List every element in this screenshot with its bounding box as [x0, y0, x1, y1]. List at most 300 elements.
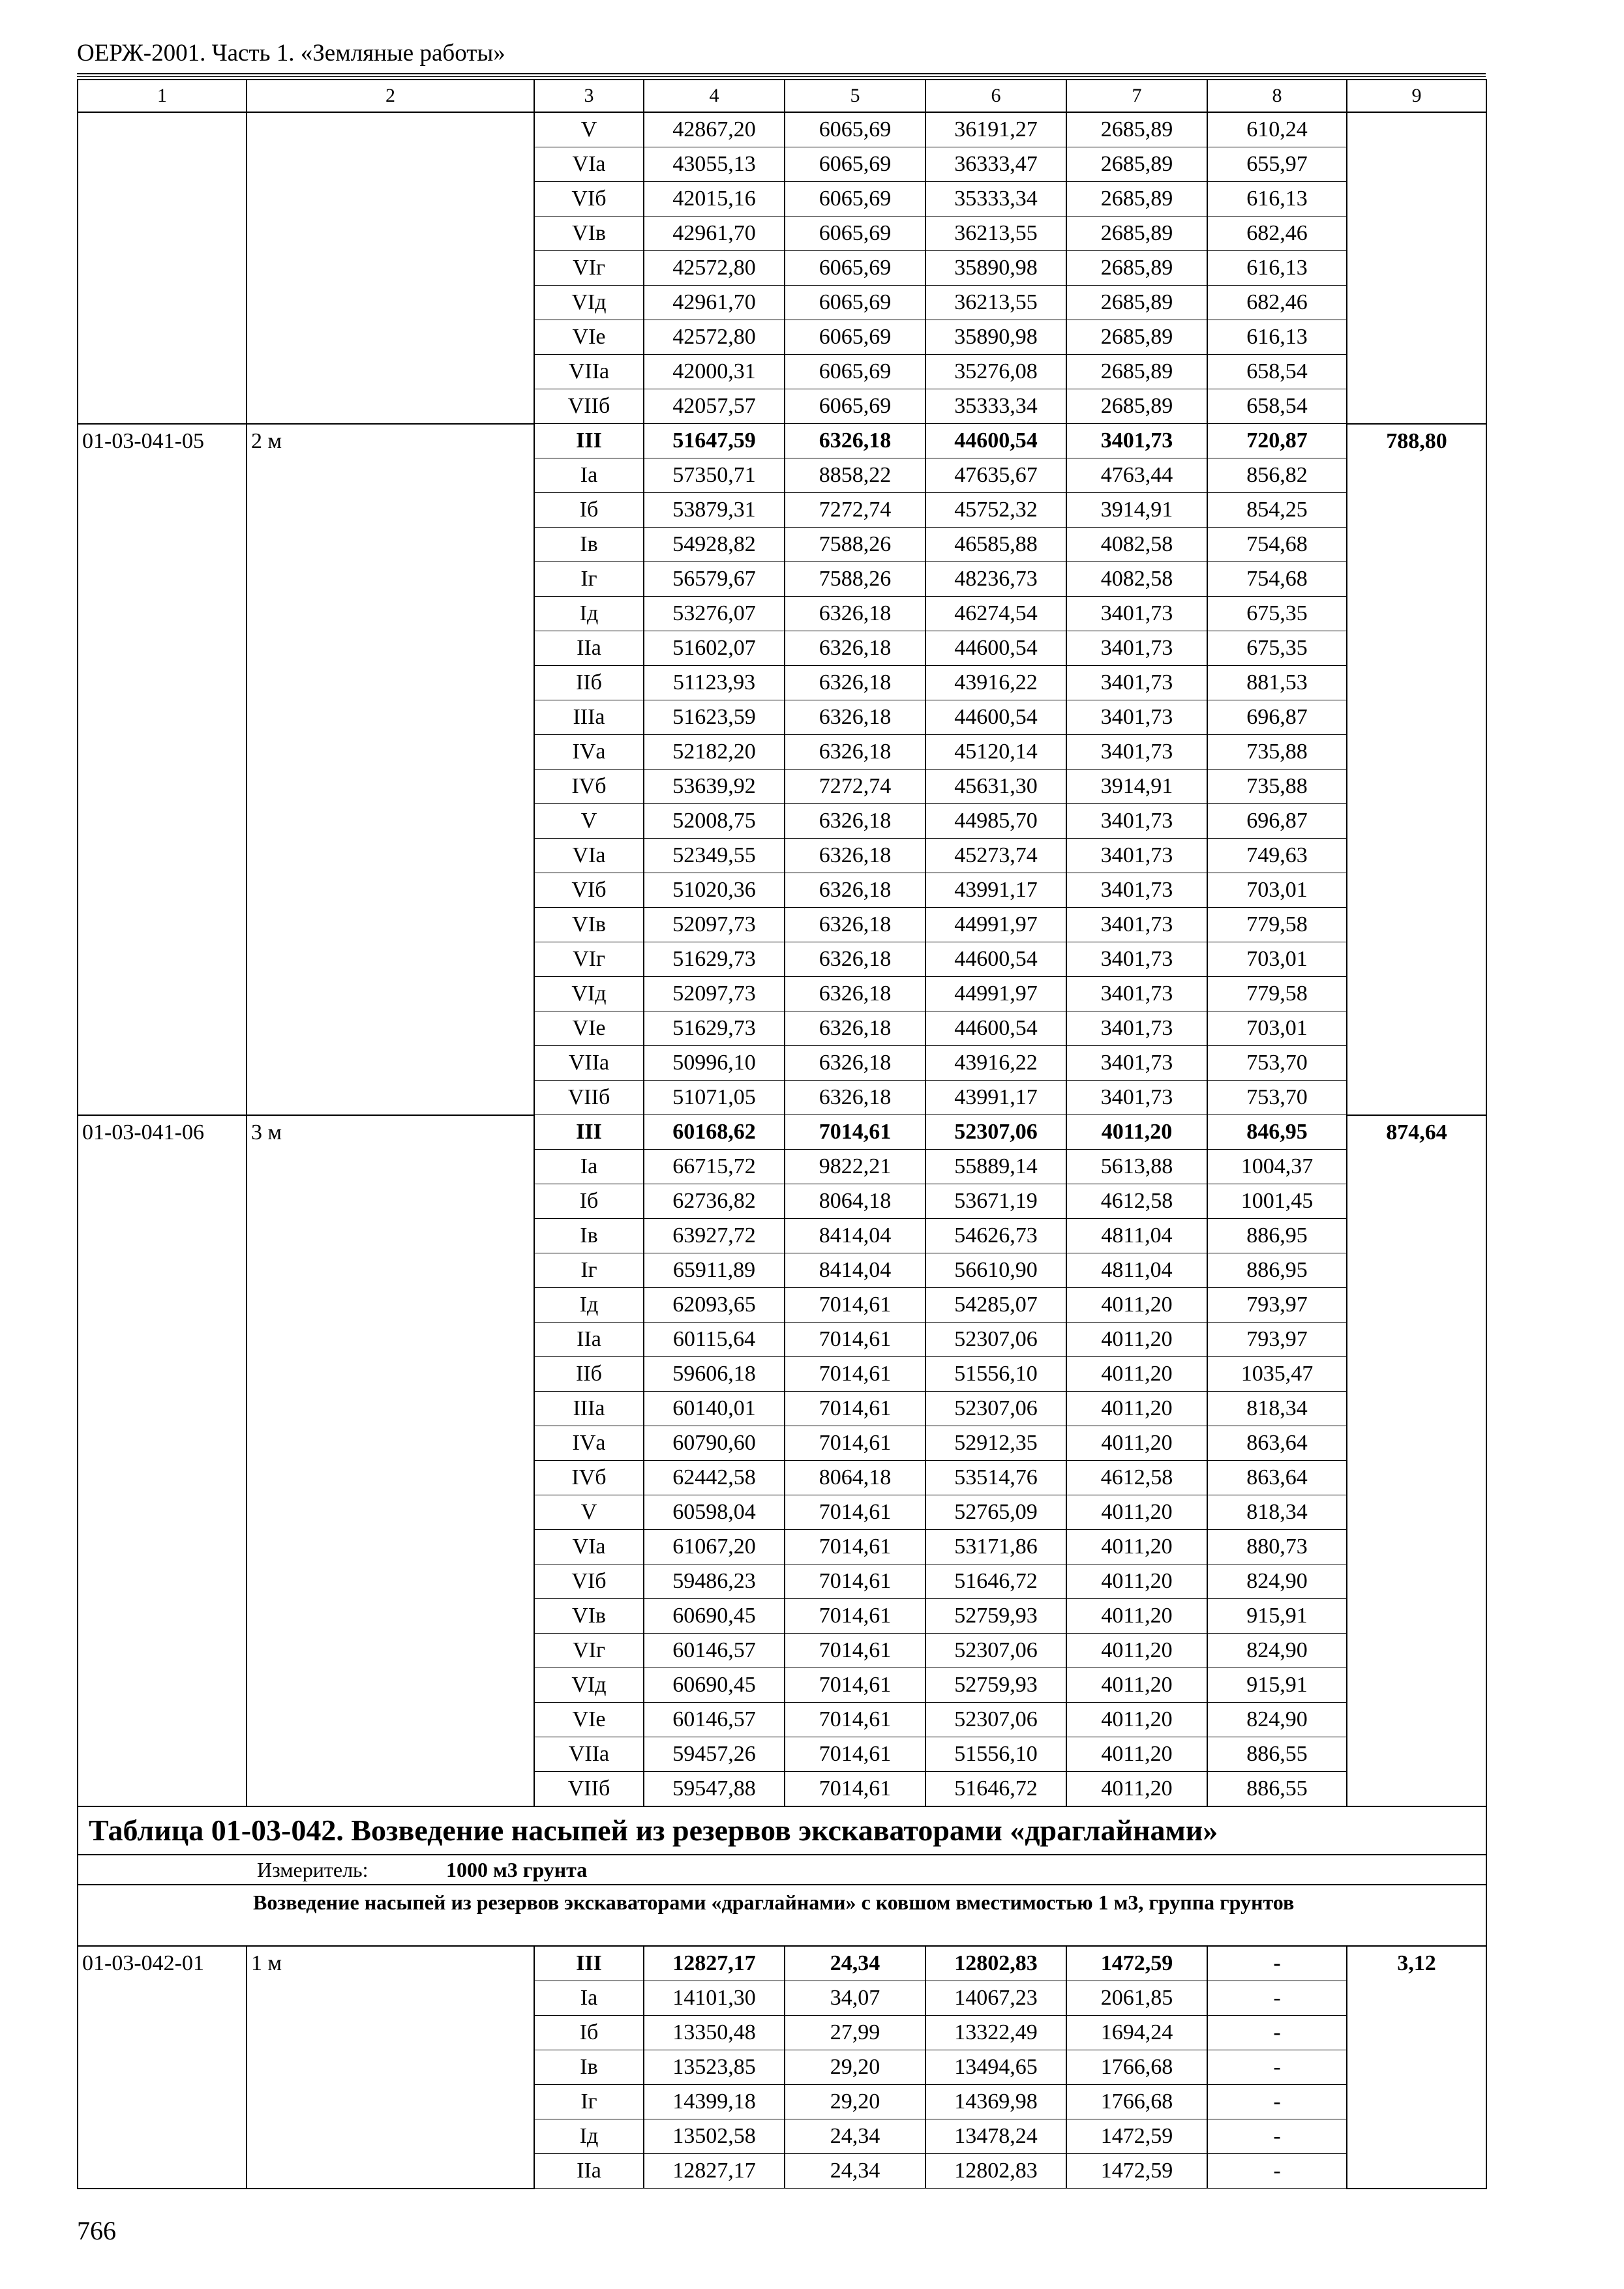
price-cell: 60690,45	[644, 1668, 785, 1703]
price-cell: 856,82	[1207, 458, 1347, 493]
price-cell: 6326,18	[785, 1011, 925, 1046]
price-cell: 886,95	[1207, 1253, 1347, 1288]
price-cell: 43991,17	[925, 873, 1066, 908]
price-cell: 2685,89	[1066, 389, 1207, 424]
soil-group-cell: VIб	[534, 873, 644, 908]
price-cell: 703,01	[1207, 942, 1347, 977]
price-cell: 60146,57	[644, 1634, 785, 1668]
price-cell: -	[1207, 2154, 1347, 2189]
soil-group-cell: Iг	[534, 562, 644, 597]
price-cell: 7014,61	[785, 1426, 925, 1461]
price-cell: 7014,61	[785, 1737, 925, 1772]
price-cell: 14399,18	[644, 2085, 785, 2119]
price-cell: 52765,09	[925, 1495, 1066, 1530]
price-cell: 55889,14	[925, 1150, 1066, 1184]
price-cell: 66715,72	[644, 1150, 785, 1184]
price-cell: 6326,18	[785, 597, 925, 631]
soil-group-cell: IVа	[534, 1426, 644, 1461]
column-number: 2	[247, 80, 534, 112]
price-cell: 616,13	[1207, 251, 1347, 286]
price-cell: 3401,73	[1066, 839, 1207, 873]
price-cell: 2685,89	[1066, 320, 1207, 355]
price-cell: 886,95	[1207, 1219, 1347, 1253]
price-cell: 2685,89	[1066, 112, 1207, 147]
price-cell: 7014,61	[785, 1357, 925, 1392]
price-cell: 44600,54	[925, 424, 1066, 458]
price-cell: 62442,58	[644, 1461, 785, 1495]
soil-group-cell: VIв	[534, 908, 644, 942]
soil-group-cell: VIд	[534, 977, 644, 1011]
price-cell: 3401,73	[1066, 666, 1207, 700]
price-cell: 2685,89	[1066, 147, 1207, 182]
price-cell: 24,34	[785, 1946, 925, 1981]
meter-cell	[78, 1855, 1486, 1885]
price-cell: 6326,18	[785, 666, 925, 700]
table-title: Таблица 01-03-042. Возведение насыпей из резервов экскаваторами «драглайнами»	[78, 1806, 1486, 1855]
price-cell: 6065,69	[785, 182, 925, 217]
price-cell: 2685,89	[1066, 355, 1207, 389]
price-cell: 43916,22	[925, 666, 1066, 700]
price-cell: 1472,59	[1066, 2154, 1207, 2189]
table-row	[78, 1946, 1486, 1981]
price-cell: 13478,24	[925, 2119, 1066, 2154]
price-cell: 44600,54	[925, 942, 1066, 977]
price-cell: 42572,80	[644, 320, 785, 355]
price-cell: 57350,71	[644, 458, 785, 493]
soil-group-cell: IIIа	[534, 700, 644, 735]
price-cell: 59486,23	[644, 1564, 785, 1599]
price-cell: 7588,26	[785, 528, 925, 562]
price-cell: 65911,89	[644, 1253, 785, 1288]
price-cell: 779,58	[1207, 977, 1347, 1011]
price-cell: 2061,85	[1066, 1981, 1207, 2016]
soil-group-cell: Iд	[534, 597, 644, 631]
price-cell: 7014,61	[785, 1530, 925, 1564]
soil-group-cell: VIв	[534, 217, 644, 251]
price-cell: 3914,91	[1066, 493, 1207, 528]
description-row	[78, 1885, 1486, 1946]
price-cell: 42015,16	[644, 182, 785, 217]
price-cell: 46585,88	[925, 528, 1066, 562]
column-number: 9	[1347, 80, 1486, 112]
price-cell: 863,64	[1207, 1426, 1347, 1461]
meter-value: 1000 м3 грунта	[446, 1858, 588, 1881]
price-cell: 6326,18	[785, 700, 925, 735]
soil-group-cell: Iа	[534, 1150, 644, 1184]
price-cell: 6326,18	[785, 735, 925, 770]
price-cell: 44991,97	[925, 977, 1066, 1011]
price-cell: 4011,20	[1066, 1323, 1207, 1357]
price-cell: 658,54	[1207, 355, 1347, 389]
meter-label: Измеритель:	[257, 1858, 368, 1881]
price-cell: 53276,07	[644, 597, 785, 631]
soil-group-cell: Iг	[534, 2085, 644, 2119]
price-cell: 915,91	[1207, 1668, 1347, 1703]
price-cell: 3914,91	[1066, 770, 1207, 804]
price-cell: 36333,47	[925, 147, 1066, 182]
price-cell: -	[1207, 2085, 1347, 2119]
price-cell: 2685,89	[1066, 182, 1207, 217]
column-number: 4	[644, 80, 785, 112]
price-cell: 52008,75	[644, 804, 785, 839]
soil-group-cell: IIIа	[534, 1392, 644, 1426]
price-cell: 53171,86	[925, 1530, 1066, 1564]
price-cell: 4011,20	[1066, 1495, 1207, 1530]
soil-group-cell: Iв	[534, 2050, 644, 2085]
price-cell: 45631,30	[925, 770, 1066, 804]
price-cell: 1472,59	[1066, 2119, 1207, 2154]
price-cell: 12827,17	[644, 2154, 785, 2189]
price-cell: 682,46	[1207, 217, 1347, 251]
price-cell: 4011,20	[1066, 1426, 1207, 1461]
price-cell: 8414,04	[785, 1253, 925, 1288]
price-cell: 6326,18	[785, 977, 925, 1011]
price-cell: 735,88	[1207, 770, 1347, 804]
soil-group-cell: IIа	[534, 631, 644, 666]
price-cell: 8064,18	[785, 1461, 925, 1495]
soil-group-cell: Iд	[534, 2119, 644, 2154]
price-cell: 51556,10	[925, 1357, 1066, 1392]
price-cell: 7588,26	[785, 562, 925, 597]
price-cell: 52307,06	[925, 1115, 1066, 1150]
soil-group-cell: Iб	[534, 2016, 644, 2050]
price-cell: 29,20	[785, 2085, 925, 2119]
meter-row	[78, 1855, 1486, 1885]
header-rule	[77, 73, 1486, 77]
price-cell: 1004,37	[1207, 1150, 1347, 1184]
price-cell: 62736,82	[644, 1184, 785, 1219]
price-cell: 52307,06	[925, 1634, 1066, 1668]
price-cell: 1694,24	[1066, 2016, 1207, 2050]
price-cell: 6065,69	[785, 147, 925, 182]
price-cell: -	[1207, 2050, 1347, 2085]
soil-group-cell: IIб	[534, 666, 644, 700]
soil-group-cell: IVб	[534, 1461, 644, 1495]
price-cell: 735,88	[1207, 735, 1347, 770]
price-cell: 7014,61	[785, 1703, 925, 1737]
soil-group-cell: VIа	[534, 147, 644, 182]
price-cell: 53671,19	[925, 1184, 1066, 1219]
price-cell: 36191,27	[925, 112, 1066, 147]
price-cell: 675,35	[1207, 631, 1347, 666]
price-cell: 658,54	[1207, 389, 1347, 424]
price-cell: 7014,61	[785, 1392, 925, 1426]
price-cell: 4011,20	[1066, 1772, 1207, 1807]
price-cell: 47635,67	[925, 458, 1066, 493]
price-cell: 62093,65	[644, 1288, 785, 1323]
soil-group-cell: V	[534, 804, 644, 839]
price-cell: 52759,93	[925, 1668, 1066, 1703]
price-cell: 9822,21	[785, 1150, 925, 1184]
price-cell: 35333,34	[925, 389, 1066, 424]
price-cell: 59457,26	[644, 1737, 785, 1772]
table-row	[78, 1115, 1486, 1150]
rate-name	[247, 112, 534, 424]
price-cell: 881,53	[1207, 666, 1347, 700]
table-row	[78, 424, 1486, 458]
page-number: 766	[77, 2216, 116, 2245]
price-cell: 1766,68	[1066, 2085, 1207, 2119]
price-cell: 3401,73	[1066, 424, 1207, 458]
price-cell: -	[1207, 2016, 1347, 2050]
price-cell: 1766,68	[1066, 2050, 1207, 2085]
rate-code	[78, 112, 247, 424]
price-cell: 4811,04	[1066, 1219, 1207, 1253]
soil-group-cell: Iг	[534, 1253, 644, 1288]
price-cell: 54626,73	[925, 1219, 1066, 1253]
soil-group-cell: VIа	[534, 839, 644, 873]
soil-group-cell: VIе	[534, 320, 644, 355]
price-cell: 35276,08	[925, 355, 1066, 389]
price-cell: 52349,55	[644, 839, 785, 873]
price-cell: 42867,20	[644, 112, 785, 147]
price-cell: 4011,20	[1066, 1668, 1207, 1703]
price-cell: 42000,31	[644, 355, 785, 389]
price-cell: 45120,14	[925, 735, 1066, 770]
price-cell: 753,70	[1207, 1046, 1347, 1081]
price-cell: 51647,59	[644, 424, 785, 458]
price-cell: 2685,89	[1066, 286, 1207, 320]
price-table	[77, 79, 1487, 2189]
rate-code: 01-03-041-06	[78, 1115, 247, 1807]
price-cell: 34,07	[785, 1981, 925, 2016]
soil-group-cell: IVа	[534, 735, 644, 770]
price-cell: 754,68	[1207, 562, 1347, 597]
price-cell: 1472,59	[1066, 1946, 1207, 1981]
soil-group-cell: VIIа	[534, 1046, 644, 1081]
price-cell: 52097,73	[644, 908, 785, 942]
price-cell: 6326,18	[785, 804, 925, 839]
price-cell: 60790,60	[644, 1426, 785, 1461]
price-cell: 52307,06	[925, 1392, 1066, 1426]
column-number: 8	[1207, 80, 1347, 112]
price-cell: 753,70	[1207, 1081, 1347, 1115]
price-cell: 7272,74	[785, 493, 925, 528]
price-cell: 4011,20	[1066, 1599, 1207, 1634]
soil-group-cell: VIIб	[534, 389, 644, 424]
price-cell: 60140,01	[644, 1392, 785, 1426]
price-cell: 13322,49	[925, 2016, 1066, 2050]
price-cell: 5613,88	[1066, 1150, 1207, 1184]
price-cell: 696,87	[1207, 700, 1347, 735]
price-cell: 886,55	[1207, 1772, 1347, 1807]
price-cell: 29,20	[785, 2050, 925, 2085]
price-cell: 616,13	[1207, 320, 1347, 355]
price-cell: 35890,98	[925, 320, 1066, 355]
price-cell: 4011,20	[1066, 1288, 1207, 1323]
soil-group-cell: IIа	[534, 2154, 644, 2189]
rate-name: 1 м	[247, 1946, 534, 2189]
price-cell: 52912,35	[925, 1426, 1066, 1461]
soil-group-cell: VIг	[534, 1634, 644, 1668]
price-cell: 3401,73	[1066, 735, 1207, 770]
price-cell: 24,34	[785, 2119, 925, 2154]
price-cell: 6326,18	[785, 631, 925, 666]
soil-group-cell: III	[534, 1946, 644, 1981]
price-cell: 703,01	[1207, 873, 1347, 908]
soil-group-cell: VIб	[534, 182, 644, 217]
price-cell: 779,58	[1207, 908, 1347, 942]
price-cell: 42961,70	[644, 217, 785, 251]
price-cell: 655,97	[1207, 147, 1347, 182]
price-cell: 793,97	[1207, 1288, 1347, 1323]
price-cell: 7014,61	[785, 1599, 925, 1634]
price-cell: 7014,61	[785, 1288, 925, 1323]
price-cell: 754,68	[1207, 528, 1347, 562]
price-cell: 8414,04	[785, 1219, 925, 1253]
table-title-row	[78, 1806, 1486, 1855]
price-cell: 44600,54	[925, 1011, 1066, 1046]
price-cell: 6065,69	[785, 217, 925, 251]
price-cell: 675,35	[1207, 597, 1347, 631]
price-cell: 24,34	[785, 2154, 925, 2189]
price-cell: 60690,45	[644, 1599, 785, 1634]
soil-group-cell: Iв	[534, 528, 644, 562]
price-cell: 53879,31	[644, 493, 785, 528]
soil-group-cell: VIIа	[534, 355, 644, 389]
price-cell: 45273,74	[925, 839, 1066, 873]
price-cell: 886,55	[1207, 1737, 1347, 1772]
price-cell: 43991,17	[925, 1081, 1066, 1115]
price-cell: 7014,61	[785, 1323, 925, 1357]
soil-group-cell: IIа	[534, 1323, 644, 1357]
price-cell: 703,01	[1207, 1011, 1347, 1046]
price-cell: 6326,18	[785, 424, 925, 458]
price-cell: 6065,69	[785, 355, 925, 389]
soil-group-cell: V	[534, 112, 644, 147]
price-cell: 7014,61	[785, 1115, 925, 1150]
soil-group-cell: III	[534, 1115, 644, 1150]
price-cell: 854,25	[1207, 493, 1347, 528]
price-cell: 45752,32	[925, 493, 1066, 528]
price-cell: 846,95	[1207, 1115, 1347, 1150]
price-cell: 4612,58	[1066, 1184, 1207, 1219]
price-cell: 720,87	[1207, 424, 1347, 458]
labor-cost-cell: 874,64	[1347, 1115, 1486, 1807]
price-cell: 51556,10	[925, 1737, 1066, 1772]
price-cell: 1001,45	[1207, 1184, 1347, 1219]
column-number: 6	[925, 80, 1066, 112]
price-cell: 35890,98	[925, 251, 1066, 286]
price-cell: 3401,73	[1066, 631, 1207, 666]
soil-group-cell: Iа	[534, 1981, 644, 2016]
price-cell: 3401,73	[1066, 804, 1207, 839]
soil-group-cell: VIа	[534, 1530, 644, 1564]
price-cell: 60146,57	[644, 1703, 785, 1737]
price-cell: 616,13	[1207, 182, 1347, 217]
price-cell: 7014,61	[785, 1634, 925, 1668]
price-cell: 8858,22	[785, 458, 925, 493]
price-cell: 44600,54	[925, 631, 1066, 666]
price-cell: 6065,69	[785, 251, 925, 286]
price-cell: 12827,17	[644, 1946, 785, 1981]
price-cell: 50996,10	[644, 1046, 785, 1081]
price-cell: 60598,04	[644, 1495, 785, 1530]
price-cell: 3401,73	[1066, 977, 1207, 1011]
price-cell: 682,46	[1207, 286, 1347, 320]
price-cell: 610,24	[1207, 112, 1347, 147]
soil-group-cell: Iв	[534, 1219, 644, 1253]
price-cell: 43055,13	[644, 147, 785, 182]
soil-group-cell: VIе	[534, 1011, 644, 1046]
table-row	[78, 112, 1486, 147]
soil-group-cell: VIе	[534, 1703, 644, 1737]
price-cell: 4082,58	[1066, 562, 1207, 597]
price-cell: 52182,20	[644, 735, 785, 770]
soil-group-cell: V	[534, 1495, 644, 1530]
soil-group-cell: VIIб	[534, 1081, 644, 1115]
price-cell: 818,34	[1207, 1392, 1347, 1426]
column-number: 3	[534, 80, 644, 112]
price-cell: 6065,69	[785, 286, 925, 320]
price-cell: -	[1207, 2119, 1347, 2154]
price-cell: 13502,58	[644, 2119, 785, 2154]
price-cell: 4011,20	[1066, 1392, 1207, 1426]
column-number: 1	[78, 80, 247, 112]
price-cell: 51020,36	[644, 873, 785, 908]
soil-group-cell: VIб	[534, 1564, 644, 1599]
price-cell: 4011,20	[1066, 1634, 1207, 1668]
price-cell: 6065,69	[785, 112, 925, 147]
price-cell: 52097,73	[644, 977, 785, 1011]
price-cell: 27,99	[785, 2016, 925, 2050]
price-cell: 44600,54	[925, 700, 1066, 735]
soil-group-cell: VIг	[534, 251, 644, 286]
price-cell: 61067,20	[644, 1530, 785, 1564]
price-cell: 3401,73	[1066, 1046, 1207, 1081]
price-cell: 7272,74	[785, 770, 925, 804]
column-number: 5	[785, 80, 925, 112]
price-cell: 3401,73	[1066, 908, 1207, 942]
price-cell: 13494,65	[925, 2050, 1066, 2085]
soil-group-cell: VIд	[534, 286, 644, 320]
price-cell: 3401,73	[1066, 942, 1207, 977]
price-cell: 2685,89	[1066, 251, 1207, 286]
labor-cost-cell	[1347, 112, 1486, 424]
price-cell: 4811,04	[1066, 1253, 1207, 1288]
price-cell: 14101,30	[644, 1981, 785, 2016]
price-cell: 6326,18	[785, 908, 925, 942]
price-cell: 35333,34	[925, 182, 1066, 217]
price-cell: 4011,20	[1066, 1115, 1207, 1150]
price-cell: 46274,54	[925, 597, 1066, 631]
soil-group-cell: Iа	[534, 458, 644, 493]
soil-group-cell: VIг	[534, 942, 644, 977]
price-cell: 36213,55	[925, 217, 1066, 251]
price-cell: 51629,73	[644, 942, 785, 977]
price-cell: 59547,88	[644, 1772, 785, 1807]
price-cell: 4011,20	[1066, 1703, 1207, 1737]
price-cell: 12802,83	[925, 2154, 1066, 2189]
labor-cost-cell: 3,12	[1347, 1946, 1486, 2189]
column-number-row	[78, 80, 1486, 112]
price-cell: 13523,85	[644, 2050, 785, 2085]
price-cell: 4612,58	[1066, 1461, 1207, 1495]
price-cell: 818,34	[1207, 1495, 1347, 1530]
price-cell: 53514,76	[925, 1461, 1066, 1495]
price-cell: 51646,72	[925, 1772, 1066, 1807]
price-cell: 915,91	[1207, 1599, 1347, 1634]
price-cell: 7014,61	[785, 1668, 925, 1703]
price-cell: 42961,70	[644, 286, 785, 320]
price-cell: 48236,73	[925, 562, 1066, 597]
price-cell: 8064,18	[785, 1184, 925, 1219]
price-cell: 3401,73	[1066, 597, 1207, 631]
price-cell: 4763,44	[1066, 458, 1207, 493]
price-cell: 63927,72	[644, 1219, 785, 1253]
price-cell: 43916,22	[925, 1046, 1066, 1081]
rate-name: 2 м	[247, 424, 534, 1115]
